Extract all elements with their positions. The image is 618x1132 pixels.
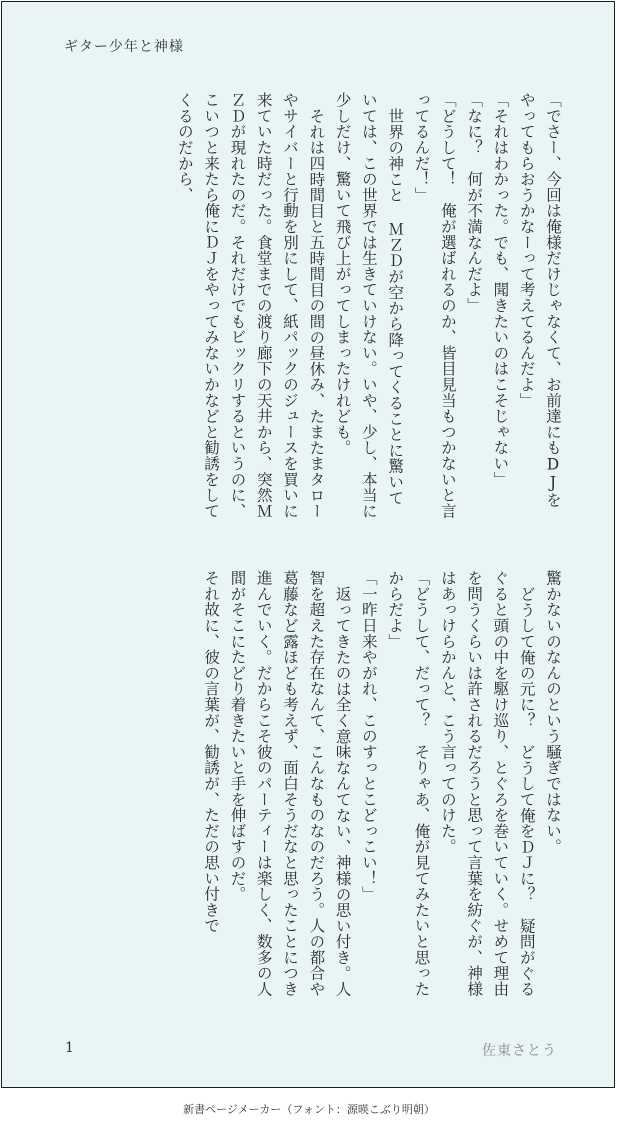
paragraph: 返ってきたのは全く意味なんてない、神様の思い付き。人智を超えた存在なんて、こんなものなのだろう。人の都合や葛藤など露ほども考えず、面白そうだなと思ったことにつき進んでいく。だからこそ彼のパーティーは楽しく、数多の人間がそこにたどり着きたいと手を伸ばすのだ。 bbox=[228, 570, 352, 997]
paragraph: 驚かないのなんのという騒ぎではない。 bbox=[544, 570, 562, 855]
generator-credit: 新書ページメーカー（フォント：源暎こぶり明朝） bbox=[183, 1103, 435, 1116]
paragraph: 「どうして！ 俺が選ばれるのか、皆目見当もつかないと言ってるんだ！」 bbox=[412, 92, 457, 519]
paragraph: それは四時間目と五時間目の間の昼休み、たまたまタローやサイバーと行動を別にして、紙パックのジュースを買いに来ていた時だった。食堂までの渡り廊下の天井から、突然ＭＺＤが現れたのだ。それだけでもビックリするというのに、こいつと来たら俺にＤＪをやってみないかなどと勧誘をしてくるのだから、 bbox=[175, 92, 326, 519]
paragraph: 「でさー、今回は俺様だけじゃなくて、お前達にもDJをやってもらおうかなーって考えてるんだよ」 bbox=[517, 92, 562, 508]
paragraph: どうして俺の元に？ どうして俺をＤＪに？ 疑問がぐるぐると頭の中を駆け巡り、とぐろを巻いていく。せめて理由を問うくらいは許されるだろうと思って言葉を紡ぐが、神様はあっけらかんと、こう言ってのけた。 bbox=[438, 570, 536, 997]
paragraph: 「一昨日来やがれ、このすっとこどっこい！」 bbox=[359, 570, 378, 902]
page-number: 1 bbox=[65, 1040, 74, 1056]
author-name: 佐東さとう bbox=[482, 1043, 557, 1059]
paragraph: 世界の神こと ＭＺＤが空から降ってくることに驚いていては、この世界では生きていけない。いや、少し、本当に少しだけ、驚いて飛び上がってしまったけれども。 bbox=[333, 92, 405, 519]
book-title: ギター少年と神様 bbox=[64, 39, 184, 55]
paragraph: 「なに？ 何が不満なんだよ」 bbox=[465, 92, 484, 314]
paragraph: 「どうして、だって？ そりゃあ、俺が見てみたいと思ったからだよ」 bbox=[386, 570, 431, 997]
paragraph: 「それはわかった。でも、聞きたいのはこそじゃない」 bbox=[491, 92, 510, 487]
paragraph: それ故に、彼の言葉が、勧誘が、ただの思い付きで bbox=[202, 570, 221, 934]
text-block-bottom bbox=[58, 570, 566, 998]
book-page bbox=[1, 1, 615, 1088]
text-block-top bbox=[58, 92, 566, 520]
